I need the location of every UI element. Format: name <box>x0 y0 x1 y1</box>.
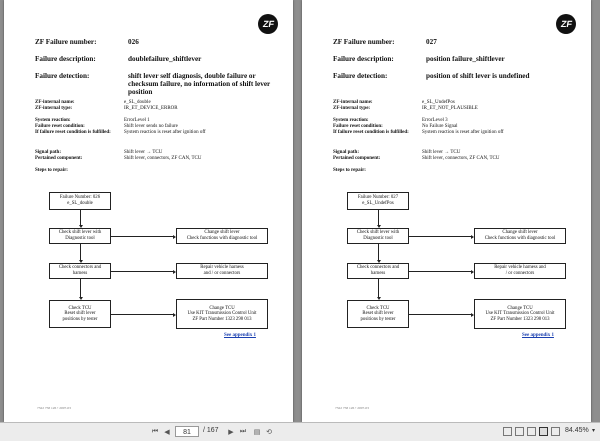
page-number-input[interactable]: 81 <box>175 426 199 437</box>
system-reaction-label: System reaction: <box>333 118 369 123</box>
components-value: Shift lever, connectors, ZF CAN, TCU <box>422 156 500 161</box>
internal-type-value: IR_ET_DEVICE_ERROR <box>124 106 178 111</box>
flow-connector <box>111 271 173 272</box>
flow-connector <box>409 236 471 237</box>
components-label: Pertained component: <box>333 156 381 161</box>
flow-connector <box>378 210 379 225</box>
internal-name-label: ZF-internal name: <box>333 100 373 105</box>
zoom-level[interactable]: 84.45% <box>565 427 589 434</box>
internal-name-label: ZF-internal name: <box>35 100 75 105</box>
flow-arrow-right <box>173 270 176 274</box>
flow-connector <box>409 271 471 272</box>
flow-step2-side-box: Repair vehicle harness and / or connectors <box>474 263 566 279</box>
facing-pages-icon[interactable] <box>527 427 536 436</box>
reset-fulfilled-label: If failure reset condition is fulfilled: <box>35 130 111 135</box>
signal-path-label: Signal path: <box>35 150 61 155</box>
page-footer: 7322 758 126 • 2007-03 <box>37 406 71 410</box>
flow-step3-side-box: Change TCU Use KIT Transmission Control Unit ZF Part Number 1323 298 013 <box>474 299 566 329</box>
flow-step3-side-box: Change TCU Use KIT Transmission Control Unit ZF Part Number 1323 298 013 <box>176 299 268 329</box>
flow-step1-box: Check shift lever with Diagnostic tool <box>347 228 409 244</box>
reset-condition-value: Shift lever sends no failure <box>124 124 178 129</box>
document-page-right <box>302 0 591 422</box>
flow-step1-side-box: Change shift lever Check functions with diagnostic tool <box>474 228 566 244</box>
reset-condition-label: Failure reset condition: <box>333 124 383 129</box>
reset-condition-label: Failure reset condition: <box>35 124 85 129</box>
document-page-left <box>4 0 293 422</box>
reset-condition-value: No Failure Signal <box>422 124 458 129</box>
flow-step2-box: Check connectors and harness <box>347 263 409 279</box>
internal-type-label: ZF-internal type: <box>333 106 371 111</box>
flow-connector <box>111 236 173 237</box>
failure-description-label: Failure description: <box>35 55 96 63</box>
flow-step3-box: Check TCU Reset shift lever positions by tester <box>49 300 111 328</box>
failure-detection-value: shift lever self diagnosis, double failure or checksum failure, no information of shift lever position <box>128 72 271 96</box>
failure-description-label: Failure description: <box>333 55 394 63</box>
refresh-icon[interactable]: ⟲ <box>266 429 272 436</box>
flow-arrow-right <box>471 235 474 239</box>
previous-page-icon[interactable]: ◀ <box>164 429 170 436</box>
flow-connector <box>111 314 173 315</box>
steps-to-repair-label: Steps to repair: <box>35 168 68 173</box>
failure-detection-value: position of shift lever is undefined <box>426 72 530 80</box>
reset-fulfilled-value: System reaction is reset after ignition off <box>124 130 206 135</box>
zf-logo-icon: ZF <box>556 14 576 34</box>
page-footer: 7322 758 126 • 2007-03 <box>335 406 369 410</box>
internal-name-value: e_SL_double <box>124 100 151 105</box>
system-reaction-label: System reaction: <box>35 118 71 123</box>
flow-connector <box>378 244 379 260</box>
failure-description-value: doublefailure_shiftlever <box>128 55 202 63</box>
signal-path-value: Shift lever → TCU <box>422 150 461 155</box>
failure-number-value: 027 <box>426 38 437 46</box>
failure-detection-label: Failure detection: <box>35 72 90 80</box>
internal-type-value: IR_ET_NOT_PLAUSIBLE <box>422 106 478 111</box>
flow-arrow-right <box>173 313 176 317</box>
components-label: Pertained component: <box>35 156 83 161</box>
failure-number-label: ZF Failure number: <box>333 38 395 46</box>
signal-path-value: Shift lever → TCU <box>124 150 163 155</box>
flow-connector <box>378 279 379 297</box>
failure-detection-label: Failure detection: <box>333 72 388 80</box>
appendix-link[interactable]: See appendix 1 <box>522 333 554 338</box>
facing-continuous-icon[interactable] <box>539 427 548 436</box>
flow-arrow-right <box>471 270 474 274</box>
flow-connector <box>80 279 81 297</box>
flow-start-box: Failure Number: 026 e_SL_double <box>49 192 111 210</box>
flow-connector <box>80 244 81 260</box>
flow-step2-box: Check connectors and harness <box>49 263 111 279</box>
fit-page-icon[interactable] <box>551 427 560 436</box>
viewer-statusbar <box>0 422 600 441</box>
continuous-icon[interactable] <box>515 427 524 436</box>
view-mode-icon[interactable]: ▤ <box>253 429 261 436</box>
failure-description-value: position failure_shiftlever <box>426 55 505 63</box>
failure-number-label: ZF Failure number: <box>35 38 97 46</box>
last-page-icon[interactable]: ⏭ <box>239 428 247 435</box>
flow-connector <box>409 314 471 315</box>
flow-step1-box: Check shift lever with Diagnostic tool <box>49 228 111 244</box>
single-page-icon[interactable] <box>503 427 512 436</box>
system-reaction-value: ErrorLevel 1 <box>124 118 150 123</box>
next-page-icon[interactable]: ▶ <box>228 429 234 436</box>
failure-number-value: 026 <box>128 38 139 46</box>
flow-step3-box: Check TCU Reset shift lever positions by tester <box>347 300 409 328</box>
first-page-icon[interactable]: ⏮ <box>151 428 159 435</box>
zf-logo-icon: ZF <box>258 14 278 34</box>
internal-name-value: e_SL_UndefPos <box>422 100 455 105</box>
flow-step2-side-box: Repair vehicle harness and / or connectors <box>176 263 268 279</box>
page-count: / 167 <box>203 427 219 434</box>
components-value: Shift lever, connectors, ZF CAN, TCU <box>124 156 202 161</box>
steps-to-repair-label: Steps to repair: <box>333 168 366 173</box>
appendix-link[interactable]: See appendix 1 <box>224 333 256 338</box>
flow-start-box: Failure Number: 027 e_SL_UndefPos <box>347 192 409 210</box>
flow-connector <box>80 210 81 225</box>
zoom-dropdown-icon[interactable]: ▾ <box>592 428 596 434</box>
reset-fulfilled-label: If failure reset condition is fulfilled: <box>333 130 409 135</box>
flow-arrow-right <box>173 235 176 239</box>
flow-arrow-right <box>471 313 474 317</box>
internal-type-label: ZF-internal type: <box>35 106 73 111</box>
system-reaction-value: ErrorLevel 3 <box>422 118 448 123</box>
signal-path-label: Signal path: <box>333 150 359 155</box>
flow-step1-side-box: Change shift lever Check functions with diagnostic tool <box>176 228 268 244</box>
reset-fulfilled-value: System reaction is reset after ignition off <box>422 130 504 135</box>
